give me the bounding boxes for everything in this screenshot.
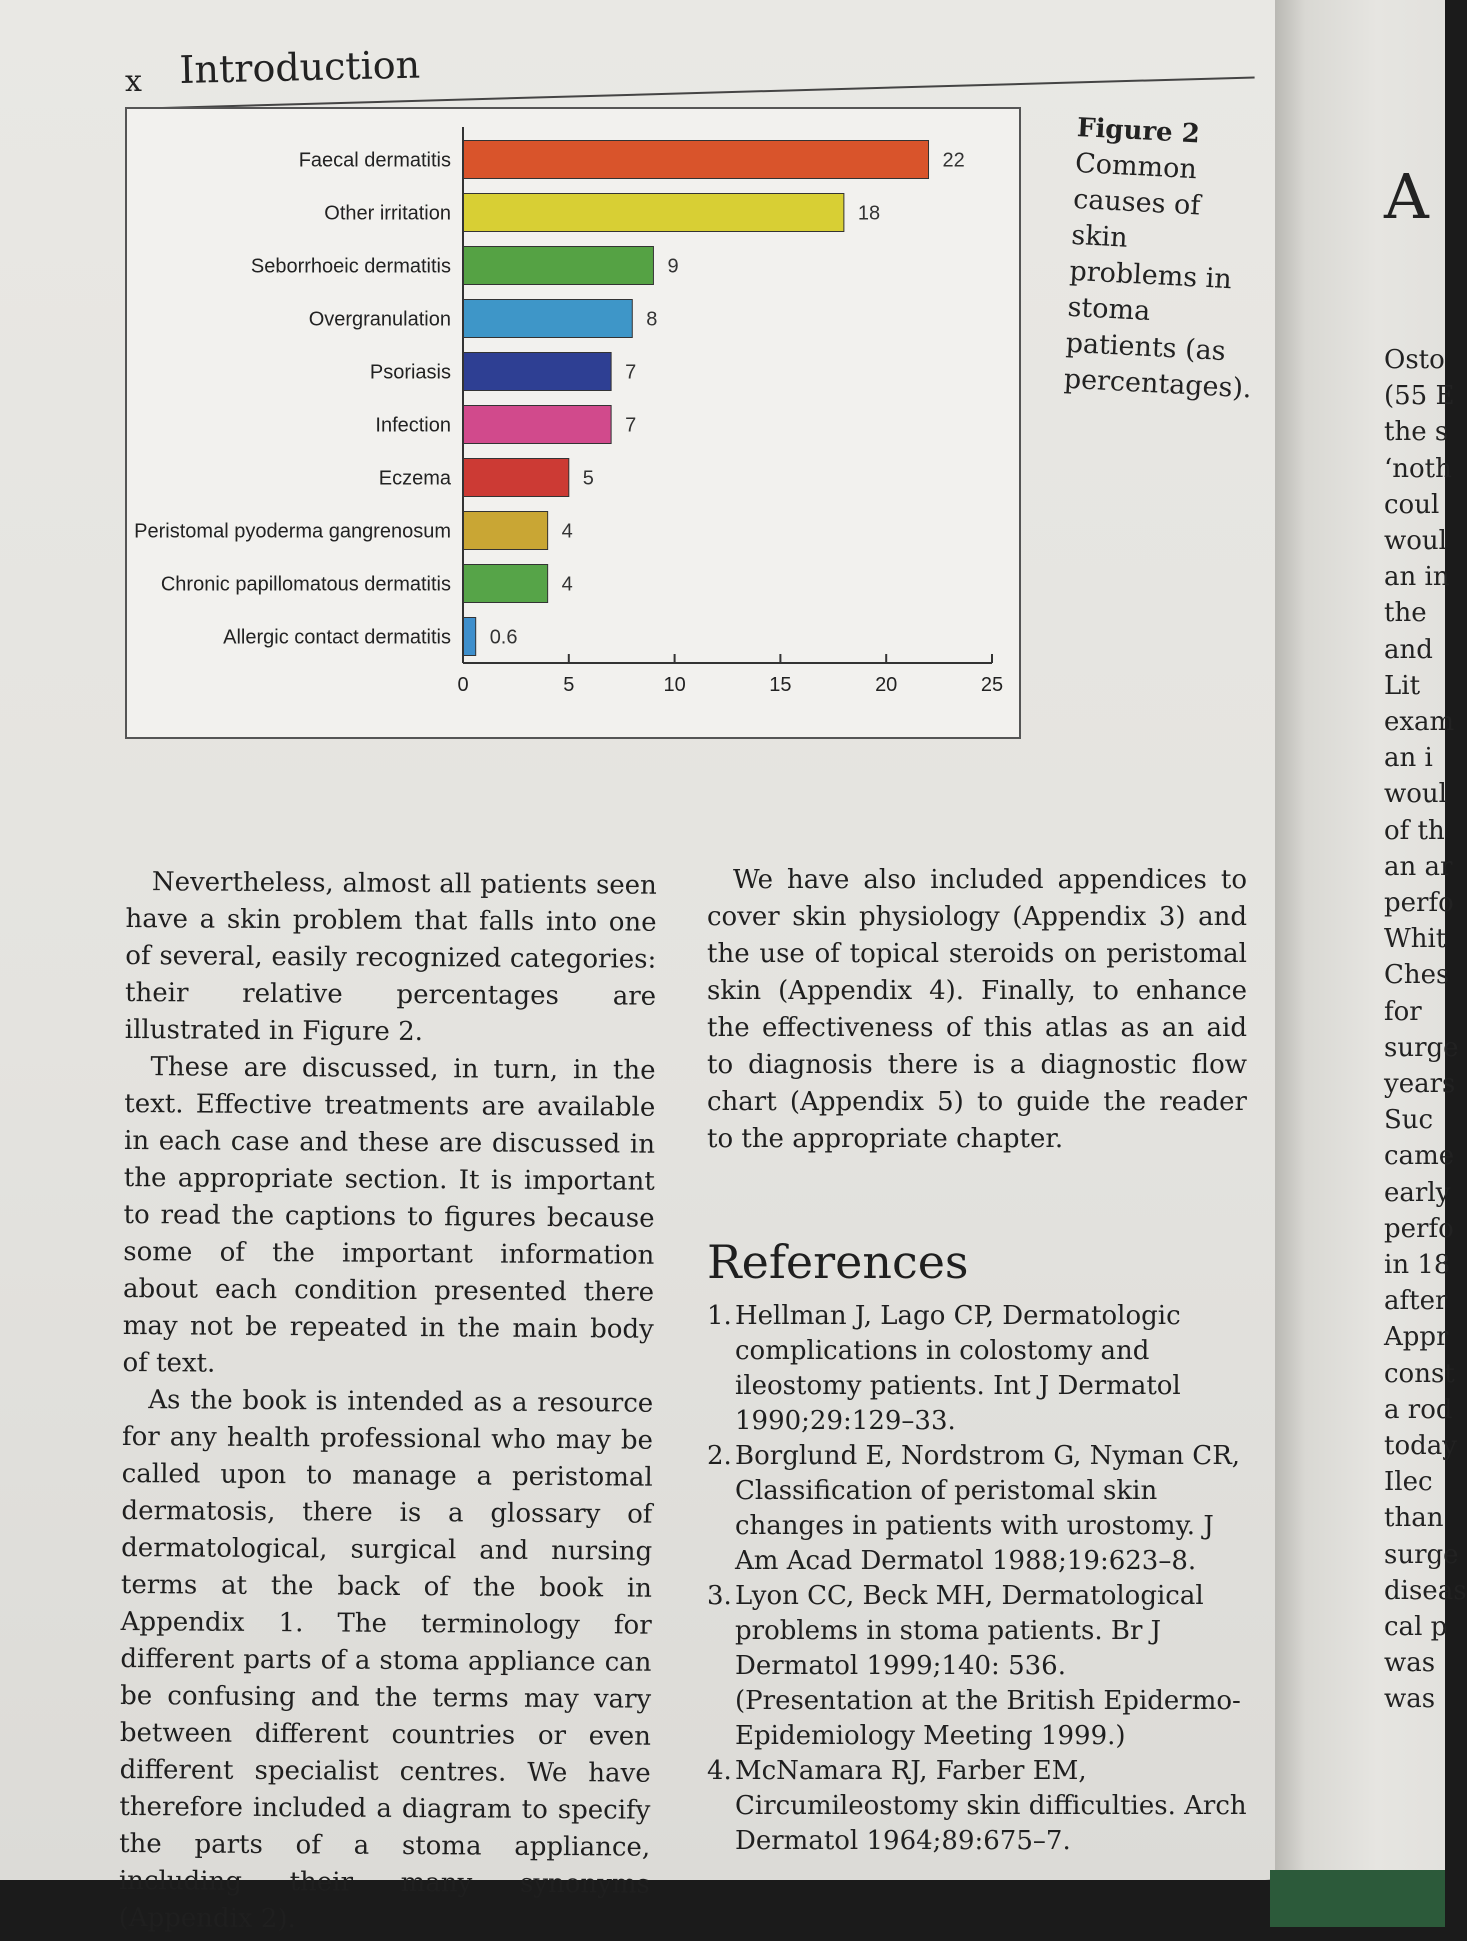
right-page-line-fragment: today [1384, 1431, 1457, 1461]
body-column-right [707, 862, 1247, 1859]
page-number: x [125, 64, 142, 99]
right-page-line-fragment: woul [1384, 779, 1447, 810]
bar [463, 565, 548, 603]
right-page-line-fragment: was [1384, 1684, 1436, 1715]
category-label: Allergic contact dermatitis [223, 626, 451, 649]
right-page-line-fragment: Ilec [1384, 1467, 1433, 1498]
category-label: Infection [375, 414, 451, 437]
right-page-text-fragments [1384, 0, 1467, 1927]
right-page-line-fragment: perfo [1384, 1213, 1454, 1244]
right-page-line-fragment: diseas [1384, 1575, 1467, 1606]
right-page-line-fragment: surge [1384, 1032, 1459, 1063]
right-page-line-fragment: than [1384, 1503, 1444, 1534]
right-page-line-fragment: came [1384, 1141, 1455, 1172]
value-label: 4 [561, 520, 573, 543]
bar [463, 618, 476, 656]
book-cover-edge [1270, 1870, 1445, 1927]
bar [463, 459, 569, 497]
right-page-line-fragment: exam [1384, 707, 1455, 737]
category-label: Other irritation [324, 202, 451, 225]
right-page-line-fragment: the [1384, 598, 1427, 629]
value-label: 7 [625, 361, 637, 384]
reference-text: Borglund E, Nordstrom G, Nyman CR, Classification of peristomal skin changes in patients with urostomy. J Am Acad Dermatol 1988;19:623–8. [735, 1441, 1241, 1576]
bar [463, 512, 548, 550]
figure-2-chart [125, 107, 1021, 739]
right-page-heading-fragment: A [1384, 160, 1429, 233]
value-label: 18 [857, 202, 881, 225]
right-page-line-fragment: Ches [1384, 960, 1450, 991]
x-tick-label: 0 [457, 674, 469, 696]
right-page-line-fragment: an ar [1384, 851, 1453, 882]
bar [463, 300, 632, 338]
right-page-line-fragment: coul [1384, 489, 1440, 520]
right-page-line-fragment: the s [1384, 417, 1449, 448]
right-page-line-fragment: and [1384, 634, 1433, 665]
x-tick-label: 20 [875, 674, 898, 696]
value-label: 5 [582, 467, 594, 490]
right-page-line-fragment: surge [1384, 1539, 1459, 1570]
reference-number: 1. [707, 1301, 732, 1331]
bar-chart [127, 109, 1019, 737]
paragraph: These are discussed, in turn, in the text. Effective treatments are available in each case and these are discussed in the appropriate section. It is important to read the captions to figures because some of the important information about each condition presented there may not be repeated in the main body of text. [122, 1052, 656, 1379]
category-label: Seborrhoeic dermatitis [250, 255, 451, 278]
bar [463, 406, 611, 444]
reference-item [707, 1439, 1247, 1579]
reference-text: McNamara RJ, Farber EM, Circumileostomy skin difficulties. Arch Dermatol 1964;89:675–7. [735, 1756, 1247, 1856]
paragraph: As the book is intended as a resource for any health professional who may be called upon to manage a peristomal dermatosis, there is a glossary of dermatological, surgical and nursing terms at the back of the book in Appendix 1. The terminology for different parts of a stoma appliance can be confusing and the terms may vary between different countries or even different specialist centres. We have therefore included a diagram to specify the parts of a stoma appliance, including their many synonyms (Appendix 2). [118, 1385, 654, 1935]
reference-text: Lyon CC, Beck MH, Dermatological problems in stoma patients. Br J Dermatol 1999;140: 536. (Presentation at the British Epidermo-Epidemiology Meeting 1999.) [735, 1581, 1241, 1751]
reference-item [707, 1754, 1247, 1859]
right-page-line-fragment: in 18 [1384, 1250, 1451, 1280]
right-page-line-fragment: Suc [1384, 1105, 1434, 1136]
right-page-line-fragment: perfo [1384, 888, 1454, 918]
right-page-line-fragment: an in [1384, 562, 1450, 593]
caption-text: Common causes of skin problems in stoma patients (as percentages). [1063, 147, 1253, 405]
value-label: 4 [561, 573, 573, 596]
right-page-line-fragment: Osto [1384, 345, 1445, 375]
category-label: Psoriasis [369, 361, 451, 384]
right-page-line-fragment: ‘noth [1384, 453, 1452, 484]
bar [463, 141, 929, 179]
body-column-left [119, 864, 657, 1941]
value-label: 0.6 [489, 626, 518, 649]
right-page-line-fragment: const [1384, 1358, 1455, 1389]
right-page-line-fragment: woul [1384, 526, 1447, 556]
category-label: Overgranulation [308, 308, 451, 331]
chapter-title: Introduction [179, 42, 421, 92]
right-page-line-fragment: Appr [1384, 1322, 1449, 1353]
paragraph: Nevertheless, almost all patients seen have a skin problem that falls into one of several, easily recognized categories: their relative percentages are illustrated in Figure 2. [124, 867, 657, 1048]
x-tick-label: 5 [563, 674, 575, 696]
figure-caption [1063, 110, 1268, 408]
caption-title: Figure 2 [1076, 112, 1201, 150]
right-page-line-fragment: for [1384, 996, 1422, 1027]
right-page-line-fragment: (55 E [1384, 381, 1455, 412]
reference-number: 4. [707, 1756, 732, 1786]
right-page-line-fragment: was [1384, 1648, 1436, 1679]
x-tick-label: 10 [663, 674, 686, 696]
right-page-line-fragment: after [1384, 1286, 1448, 1317]
references-list [707, 1299, 1247, 1859]
value-label: 22 [942, 149, 965, 172]
right-page-line-fragment: early [1384, 1177, 1451, 1208]
bar [463, 247, 653, 285]
right-page-line-fragment: an i [1384, 743, 1433, 774]
right-page-line-fragment: Whit [1384, 924, 1447, 955]
right-page-line-fragment: of th [1384, 815, 1445, 846]
paragraph: We have also included appendices to cover skin physiology (Appendix 3) and the use of topical steroids on peristomal skin (Appendix 4). Finally, to enhance the effectiveness of this atlas as an aid to diagnosis there is a diagnostic flow chart (Appendix 5) to guide the reader to the appropriate chapter. [707, 865, 1247, 1154]
category-label: Peristomal pyoderma gangrenosum [134, 520, 451, 543]
reference-number: 2. [707, 1441, 732, 1471]
right-page-line-fragment: a rod [1384, 1394, 1453, 1425]
reference-text: Hellman J, Lago CP, Dermatologic complications in colostomy and ileostomy patients. Int J Dermatol 1990;29:129–33. [735, 1301, 1181, 1436]
x-tick-label: 25 [980, 674, 1004, 696]
references-heading: References [707, 1235, 969, 1289]
value-label: 9 [667, 255, 679, 278]
x-tick-label: 15 [769, 674, 792, 696]
category-label: Faecal dermatitis [298, 149, 451, 172]
right-page-line-fragment: years [1384, 1069, 1456, 1099]
category-label: Eczema [378, 467, 451, 490]
value-label: 7 [625, 414, 637, 437]
category-label: Chronic papillomatous dermatitis [160, 573, 451, 596]
reference-item [707, 1299, 1247, 1439]
bar [463, 194, 844, 232]
value-label: 8 [646, 308, 658, 331]
reference-item [707, 1579, 1247, 1754]
right-page-line-fragment: cal p [1384, 1612, 1448, 1642]
bar [463, 353, 611, 391]
reference-number: 3. [707, 1581, 732, 1611]
right-page-line-fragment: Lit [1384, 670, 1421, 701]
